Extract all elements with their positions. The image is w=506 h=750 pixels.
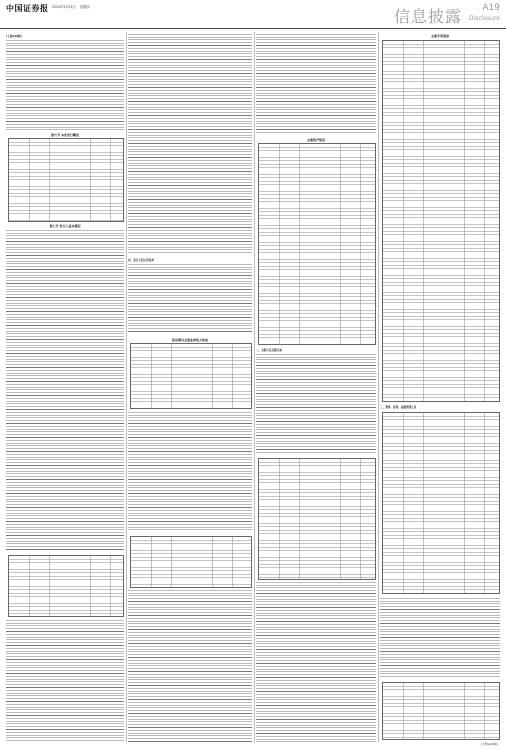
section-title: 信息披露 xyxy=(393,7,462,26)
section-subtitle: Disclosure xyxy=(468,15,500,22)
body-text xyxy=(128,412,252,532)
body-text xyxy=(6,620,124,742)
newspaper-logo: 中国证券报 xyxy=(6,3,49,13)
body-text xyxy=(128,264,252,334)
table-title: 第六节 本次发行概况 xyxy=(50,133,80,137)
continuation-footer: (下转A20版) xyxy=(480,742,498,746)
data-table xyxy=(382,682,500,740)
data-table xyxy=(382,40,500,402)
table-title: 报告期内主营业务收入构成 xyxy=(171,338,208,342)
body-text xyxy=(256,354,376,454)
body-text xyxy=(256,34,376,134)
issue-date: 2024年4月25日 xyxy=(52,5,76,9)
masthead xyxy=(0,0,506,29)
data-table xyxy=(130,343,252,409)
table-title: 主要专利清单 xyxy=(430,34,449,38)
body-text xyxy=(6,230,124,550)
section-heading: 四、发行人的主营业务 xyxy=(128,259,154,262)
section-heading: 三、董事、监事、高级管理人员 xyxy=(380,406,417,409)
continuation-note: (上接A18版) xyxy=(6,35,22,38)
data-table xyxy=(130,536,252,588)
body-text xyxy=(256,582,376,742)
table-title: 主要资产情况 xyxy=(306,138,325,142)
weekday: 星期四 xyxy=(80,5,90,9)
section-heading: 二、关联方及关联交易 xyxy=(256,349,282,352)
page-number: A19 xyxy=(482,3,500,13)
body-text xyxy=(6,40,124,130)
body-text xyxy=(128,590,252,742)
data-table xyxy=(382,412,500,594)
table-title: 第七节 发行人基本情况 xyxy=(49,224,81,228)
data-table xyxy=(258,458,376,580)
data-table xyxy=(8,555,124,617)
body-text xyxy=(128,34,252,254)
body-text xyxy=(380,598,500,678)
data-table xyxy=(258,143,376,345)
data-table xyxy=(8,138,124,222)
